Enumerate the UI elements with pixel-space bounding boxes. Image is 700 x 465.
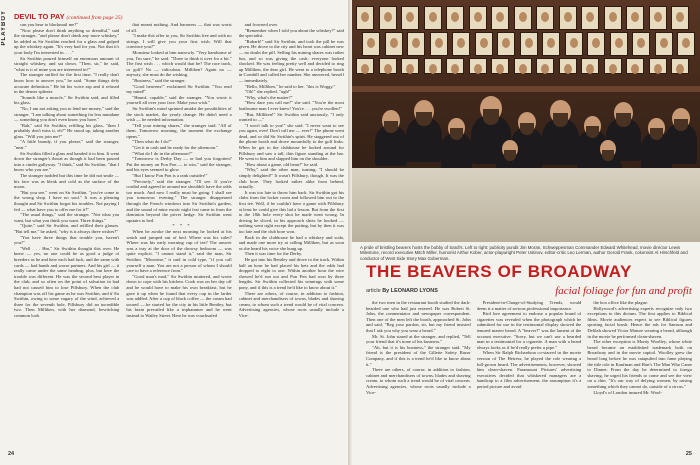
caricature-frame [632, 32, 650, 56]
paragraph: "Well . . . Hm," Sir Swithin thought this over. He knew — yes, no one could be as good a judge of breeders as he and here each had luck, and the same with cards — bad hands and worse partners. And his girl — it really came under the same heading, plus, but here the trouble was different. He was the second best player in the club, and so often on the point of salvation in bad had not caused him to lose Pillsbury. When the club champion was off his game as he was Swithin, and if Sir Swithin, owing to some vagary of the wind, achieved a three for the seventh hole, Pillsbury did an incredible two. Then Milliken, with her diamond, bewitching common look [14, 245, 120, 318]
caricature-frame [469, 58, 487, 74]
paragraph: "A little brandy, if you please," said the stranger, "neat." [14, 139, 120, 151]
caricature-frame [356, 6, 374, 30]
article-title: THE BEAVERS OF BROADWAY [366, 262, 632, 281]
photo-caption: A pride of bristling bearers hosts the bobby of Sardi's. Left to right: publicity pundit Jim Moran, Schweppesman Commander Edward Whitehead, movie director Lewis Milestone, record executive Mitch Miller, humorist Arthur Kober, actor-playwright Peter Ustinov, editor-critic Leo Lerman, author Gerold Frank, columnist Al Hirschfeld and conductor of West Side Story Max Goberman. [360, 245, 688, 261]
paragraph: "Now please don't think anything so dreadful," said the stranger, "and please don't drink any more whiskey," he added as Sir Swithin reached for a glass and gulped up the whiskey again. "It's very bad for you. Not that it's your body I'm interested in. . . ." [14, 27, 120, 55]
paragraph: It was too late to throw him back. Sir Swithin got his clubs from the locker room and followed him out to the first tee. Well, if he couldn't have a game with Pillsbury at least he could give this lad a lesson. But from the first to the 18th hole every shot he made went wrong. In driving he sliced, in his approach shots he hooked — nothing went right except the putting, but by then it was too late and the club bore won. [238, 189, 344, 234]
paragraph: "Tell your mining shares," the stranger said. "All of them. Tomorrow morning, the moment the exchange opens." [126, 122, 232, 139]
paragraph: The stranger sniffed for the first time. "I really don't know how to answer you," he said. "Some things defy accurate definition." He bit his voice asp and it refused in the denser splinter. [14, 72, 120, 95]
article-byline [366, 288, 438, 294]
right-column-1 [366, 300, 471, 450]
right-column-2 [477, 300, 582, 450]
paragraph: There are others, of course, in addition to fashion, cabinet and merchandisers of towns, blades and shaving cream, to whom such a trend would be of vital concern. Advertising agencies, whose roots usually include a Vice- [238, 290, 344, 318]
paragraph: "Sounds like a muscle," Sir Swithin said, and filled his glass. [14, 94, 120, 106]
caricature-wall [356, 6, 696, 76]
paragraph: "Why, what's the matter?" [244, 94, 293, 100]
caricature-frame [565, 32, 583, 56]
page-number-left: 24 [8, 451, 15, 457]
paragraph: "Rubarb!" said Sir Swithin, and took the pill he was given. He drove to the city and his heart was cabinet new — no doubt the pill. Selling his mining shares was rather fun, and so was giving the cash; everyone looked shocked. He was feeling pretty well and decided to ring up Milliken, the dear girl. He went to a telephone booth in Cornhill and called her number. She answered, herself — immediately. [238, 38, 344, 83]
wall-molding [352, 86, 700, 92]
paragraph: Sir Swithin filled a glass and handed it to him. It went down the stranger's throat as though it had been poured into a cinder gullyway. "I think," said Sir Swithin, "that I know who you are." [14, 150, 120, 173]
paragraph: "Why," said the other man, turning, "I should be simply delighted!" It wasn't Pillsbury, though. It was the club bore. They looked rather alike from behind, actually. [238, 167, 344, 190]
beard [602, 150, 614, 161]
paragraph: When Sir Ralph Richardson co-starred in the movie version of The Heiress, he played the role wearing a full-grown beard. The advertisements, however, showed him clean-shaven. Paramount Pictures' advertising executives decided that whiskered managers are a handicap to a film advertisement, the assumption it's a period picture and avoid [476, 350, 582, 389]
caricature-frame [677, 32, 695, 56]
beard [416, 112, 431, 126]
paragraph: Bird lore agreement to endorse a popular brand of cigarettes was revealed when the photograph which he submitted for use in the testimonial display showed the tenured master beard. A "beaver?" was the lament of the account executive. "Sorry, but we can't use a bearded man in a testimonial for a cigarette. A man with a beard always looks as if he'd really prefer a pipe." [476, 311, 582, 350]
caricature-frame [649, 58, 667, 74]
caricature-frame [469, 6, 487, 30]
caricature-frame [491, 6, 509, 30]
caricature-frame [452, 32, 470, 56]
paragraph: can you bear to blackmail me?" [20, 22, 79, 27]
right-page [352, 0, 700, 465]
caricature-frame [626, 6, 644, 30]
paragraph: "You have three things that trouble you, haven't you?" [14, 234, 120, 246]
continued-note: (continued from page 25) [66, 15, 123, 21]
right-column-3 [587, 300, 692, 450]
paragraph: the two men in the restaurant booth studied the dark-bearded one who had just entered. He was Robert St. John, the commentator and newspaper correspondent. Then one of the men left the booth, approached St. John and said, "Beg your pardon, sir, but my friend insisted that I ask you why you wear a beard." [366, 300, 471, 333]
caricature-frame [626, 58, 644, 74]
caricature-frame [649, 6, 667, 30]
paragraph: "No, I am not asking you to lend me money," said the stranger. "I am talking about something far less mundane — something you don't even know you have." [14, 105, 120, 123]
caricature-frame [610, 32, 628, 56]
paragraph: Sir Swithin's mind sprinted amidst the possibilities of the stock market, the yearly change. He didn't need a wish — he needed information. [126, 105, 232, 123]
byline-by: By [382, 288, 390, 294]
paragraph: "Get it in cash and be ready for the afternoon." [132, 145, 219, 151]
caricature-frame [514, 6, 532, 30]
paragraph: that meant nothing. And baroness — that was worst of all. [126, 22, 232, 33]
byline-author: LEONARD LYONS [390, 288, 438, 294]
paragraph: "But I know Pon Pon is a rank outsider!" [132, 173, 208, 179]
paragraph: * * * [172, 223, 192, 229]
caricature-frame [655, 32, 673, 56]
headline-text: DEVIL TO PAY [14, 12, 65, 21]
byline-prefix: article [366, 288, 381, 294]
left-column-3 [239, 22, 344, 447]
paragraph: The other exception is Monty Woolley, whose white beard became an established trademark both on Broadway and in the movie capitol. Woolley grew the beard long before he was catapulted into fame playing the title role in Kaufman and Hart's The Man Who Came to Dinner. From the day he determined to forego shaving, he urged his friends to come and see the view on a chin. "It's our way of defying women, by raising something which they cannot do, outside of a circus." [587, 339, 693, 389]
left-text-columns [14, 22, 344, 447]
caricature-frame [536, 6, 554, 30]
paragraph: "Bah," said Sir Swithin, refilling his glass, "then I probably don't miss it, eh?" He stood up, taking another glass. "Will you join me?" [14, 122, 120, 139]
paragraph: Back in the clubhouse he had a whiskey and soda, and made one more try at calling Milliken, but as soon as she heard his voice she hung up. [238, 234, 344, 251]
caricature-frame [379, 58, 397, 74]
caricature-frame [604, 58, 622, 74]
paragraph: "Good man's mad," Sir Swithin muttered, and wrote down to cope with his kitchen. Cook was on her day off and he would have to make his own breakfast, but he gave it up when he found that every cup in the larder was addled. After a cup of black coffee — the cream had soured — he started for the city in his little Bentley, but his brain prevailed like a triphammer and he went instead to Watley Street. Here he was vouchsafed [126, 273, 232, 318]
paragraph: "Precisely," said the stranger. "I'll see. If you're cordial and agreed in around me shouldn't have the odds too much. And now I really must be going. I shall see you tomorrow evening." The stranger disappeared through the French windows into Sir Swithin's garden, and the sound of mine exotic night fast came in from the dominion beyond the privet hedge. Sir Swithin went upstairs to bed. [126, 178, 232, 223]
paragraph: President-in-Charge-of-Studying Trends, would deem it a matter of serious professional importance. [476, 300, 582, 311]
caricature-frame [379, 6, 397, 30]
restaurant-table [352, 168, 700, 242]
caricature-frame [671, 58, 689, 74]
beard [586, 126, 599, 138]
paragraph: The stranger nodded but this time he did not smile — his face was as bleak and cold as the surface of the moon. [14, 173, 120, 190]
group-photograph [352, 0, 700, 242]
beard [483, 109, 500, 124]
caricature-frame [581, 58, 599, 74]
paragraph: the box office like the plague. [593, 300, 649, 305]
caricature-frame [491, 58, 509, 74]
right-text-columns [366, 300, 692, 450]
caricature-frame [536, 58, 554, 74]
paragraph: When he awoke the next morning he looked at his watch and jumped out of bed. Where was his valet? Where was his early morning cup of tea? The answer was a tray at the door of the drowsy bedroom — was quite explicit. "I cannot stand it," said the man, Sir Swithin. "Moonrise," it said in cold type, "if you call yourself a man. You are not a person of whom I should care to have a reference from." [126, 228, 232, 274]
caricature-frame [446, 58, 464, 74]
caricature-frame [559, 6, 577, 30]
caricature-frame [401, 6, 419, 30]
paragraph: "Oh!" she replied, "ugh!" [244, 89, 292, 95]
paragraph: "Quite," said Sir Swithin, and refilled their glasses. "But tell me," he asked, "why is it always three wishes?" [14, 223, 120, 234]
caricature-frame [401, 58, 419, 74]
paragraph: "Tomorrow is Derby Day — or had you forgotten? Put the money on Pon Pon — to win," said the stranger, and his eyes seemed to glow. [126, 156, 232, 173]
caricature-frame [587, 32, 605, 56]
paragraph: Mr. St. John stared at the stranger, and replied, "Tell your friend that it's none of his business." [366, 333, 471, 345]
page-number-right: 25 [685, 451, 692, 457]
caricature-frame [604, 6, 622, 30]
caricature-frame [671, 6, 689, 30]
paragraph: "Remember when I told you about the whiskey?" said the specialist. [238, 27, 344, 39]
caricature-frame [407, 32, 425, 56]
paragraph: "Hmmf, capable," said the stranger. "You wrote it yourself all over your face. Make your wish." [126, 94, 232, 106]
beard [616, 113, 630, 126]
caricature-frame [514, 58, 532, 74]
paragraph: "Hello, Milliken," he said to her, "this is Woggy." [244, 83, 336, 89]
caricature-frame [385, 32, 403, 56]
paragraph: "But, Milliken!" Sir Swithin said anxiously, "I only wanted to —" [238, 111, 344, 123]
paragraph: There are others, of course, in addition to fashion, cabinet and merchandisers of towns, blades and shaving cream, to whom such a trend would be of vital concern. Advertising agencies, whose roots usually include a Vice- [366, 367, 471, 395]
paragraph: "Ah, but it is his business," the stranger said. "My friend is the president of the Gillette Safety Razor Company, and if this is a trend he'd like to know about it." [366, 344, 471, 367]
paragraph: Monsieur looked at him narrowly. "Very handsome of you, I'm sure," he said. "Three to think it over for a bit." The first wish . . . which would that be? The race track, or golf? No — ridiculous. Milliken? Again no — anyway, she must do the wishing. [126, 49, 232, 78]
beard [450, 128, 463, 140]
paragraph: "Business," said the stranger. [132, 77, 186, 83]
left-page [0, 0, 348, 465]
caricature-frame [581, 6, 599, 30]
caricature-frame [362, 32, 380, 56]
paragraph: "But you see," went on Sir Swithin, "you've come to the wrong shop. I have no soul." It was a pleasing thought and Sir Swithin forgot his troubles. Not paying I fed — what have you to offer me for it?" [14, 189, 120, 212]
caricature-frame [559, 58, 577, 74]
paragraph: "How about a game, old bean?" he said. [244, 161, 319, 167]
paragraph: Sir Swithin poured himself an enormous amount of straight whiskey, and sat down. "Then, sir," he said, "what is it of mine you are interested in?" [14, 55, 120, 72]
article-subtitle: facial foliage for fun and profit [555, 285, 692, 297]
left-column-1 [14, 22, 119, 447]
paragraph: and frowned over. [244, 22, 278, 27]
paragraph: Lloyd's of London insured Mr. Wool- [593, 389, 663, 395]
magazine-name-vertical: PLAYBOY [1, 10, 7, 46]
caricature-frame [430, 32, 448, 56]
paragraph: Then it was time for the Derby. [244, 251, 303, 257]
story-headline [14, 12, 122, 21]
left-column-2 [126, 22, 231, 447]
paragraph: He got into his Bentley and drove to the track. Within half an hour he had placed his bets and the odds had dropped to eight to one. Within another hour the wire showed he'd run out and Pon Pon had won by three lengths. Sir Swithin collected his winnings with some pony, and if this is a trend he'd like to know about it." [238, 256, 344, 290]
paragraph: "Then what do I do?" [132, 139, 172, 145]
paragraph: "I make this offer to you, Sir Swithin free and with no strings. I will give you your first wish. Will that convince you?" [126, 33, 232, 50]
caricature-frame [424, 58, 442, 74]
paragraph: Hollywood's advertising experts recognize only two exceptions to this dictum. The first applies to Biblical films. Movie audiences expect to see Biblical figures sporting facial brush. Hence the ads for Samson and Delilah showed Victor Mature wearing a beard, although in the movie he performed clean-shaven. [587, 305, 693, 339]
caricature-frame [542, 32, 560, 56]
caricature-frame [497, 32, 515, 56]
paragraph: "Good heavens!" exclaimed Sir Swithin. "You read my mind!" [126, 83, 232, 95]
paragraph: "How dare you call me?" she said. "You're the most loathsome man I ever knew! You're . . . you're swollen!" [238, 100, 344, 111]
paragraph: "What do I do in the afternoon?" [132, 150, 193, 156]
caricature-frame [475, 32, 493, 56]
caricature-frame [520, 32, 538, 56]
beard [650, 128, 663, 140]
caricature-frame [424, 6, 442, 30]
caricature-frame [356, 58, 374, 74]
paragraph: "The usual things," said the stranger. "Not what you want, but what you think you want. Three things." [14, 212, 120, 223]
paragraph: "I won't talk to you!" she said. "I never want to see you again, ever! Don't call me — ever!" The phone went dead, and so did Sir Swithin's spirit. He staggered out of the phone booth and drove mournfully to the golf links. When he got to the clubhouse he looked around for Pillsbury and saw a tall, thin figure standing at the bar. He went to him and slapped him on the shoulder. [238, 122, 344, 162]
caricature-frame [446, 6, 464, 30]
beard [504, 150, 516, 161]
